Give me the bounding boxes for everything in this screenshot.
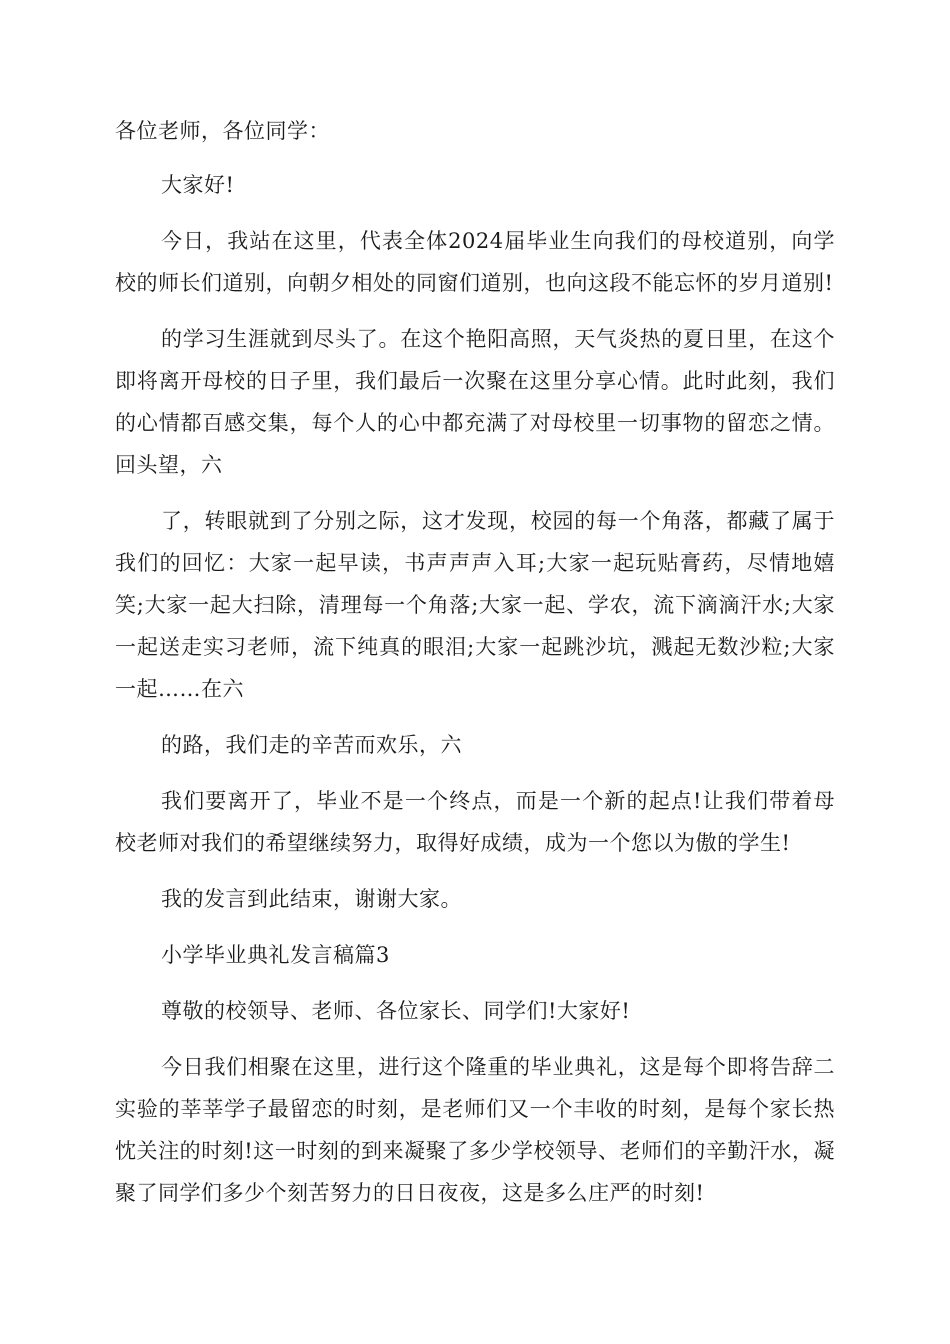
paragraph-farewell: 今日，我站在这里，代表全体2024届毕业生向我们的母校道别，向学校的师长们道别，向朝夕相处的同窗们道别，也向这段不能忘怀的岁月道别! <box>115 229 835 295</box>
paragraph-road: 的路，我们走的辛苦而欢乐，六 <box>161 733 462 757</box>
section-salutation: 尊敬的校领导、老师、各位家长、同学们!大家好! <box>161 999 631 1023</box>
paragraph-closing: 我的发言到此结束，谢谢大家。 <box>161 887 462 911</box>
salutation: 各位老师，各位同学： <box>115 119 330 143</box>
paragraph-ceremony: 今日我们相聚在这里，进行这个隆重的毕业典礼，这是每个即将告辞二实验的莘莘学子最留恋的时刻，是老师们又一个丰收的时刻，是每个家长热忱关注的时刻!这一时刻的到来凝聚了多少学校领导、老师们的辛勤汗水，凝聚了同学们多少个刻苦努力的日日夜夜，这是多么庄严的时刻! <box>115 1055 835 1205</box>
paragraph-memories-list: 了，转眼就到了分别之际，这才发现，校园的每一个角落，都藏了属于我们的回忆：大家一起早读，书声声声入耳;大家一起玩贴膏药，尽情地嬉笑;大家一起大扫除，清理每一个角落;大家一起、学农，流下滴滴汗水;大家一起送走实习老师，流下纯真的眼泪;大家一起跳沙坑，溅起无数沙粒;大家一起……在六 <box>115 509 835 701</box>
document-page <box>115 110 835 1214</box>
greeting: 大家好! <box>161 173 235 197</box>
paragraph-memories-intro: 的学习生涯就到尽头了。在这个艳阳高照，天气炎热的夏日里，在这个即将离开母校的日子里，我们最后一次聚在这里分享心情。此时此刻，我们的心情都百感交集，每个人的心中都充满了对母校里一切事物的留恋之情。回头望，六 <box>115 327 835 477</box>
section-heading: 小学毕业典礼发言稿篇3 <box>161 943 390 967</box>
paragraph-new-start: 我们要离开了，毕业不是一个终点，而是一个新的起点!让我们带着母校老师对我们的希望继续努力，取得好成绩，成为一个您以为傲的学生! <box>115 789 835 855</box>
